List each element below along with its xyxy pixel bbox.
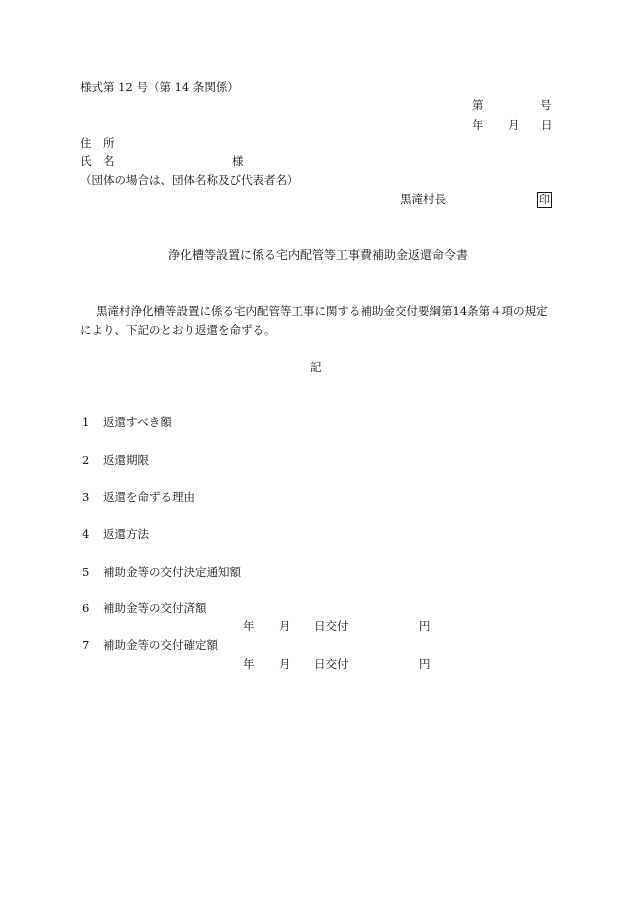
- item-label: 返還すべき額: [103, 415, 172, 429]
- number-suffix: 号: [540, 98, 552, 112]
- honorific: 様: [232, 154, 244, 168]
- date-day-issued: 日交付: [314, 657, 349, 671]
- body-line-2: により、下記のとおり返還を命ずる。: [80, 323, 276, 337]
- item-number: 6: [82, 601, 90, 615]
- ki-marker: 記: [310, 360, 322, 374]
- item-number: 1: [82, 415, 90, 429]
- item-label: 返還期限: [103, 453, 149, 467]
- form-label: 様式第 12 号（第 14 条関係）: [80, 80, 239, 94]
- date-year: 年: [243, 619, 255, 633]
- item-label: 補助金等の交付済額: [103, 601, 207, 615]
- header-day: 日: [541, 118, 553, 132]
- group-note: （団体の場合は、団体名称及び代表者名）: [80, 173, 299, 187]
- item-number: 7: [82, 638, 90, 652]
- seal-mark: 印: [539, 193, 550, 206]
- issuer-title: 黒滝村長: [400, 192, 446, 206]
- item-number: 2: [82, 453, 90, 467]
- item-number: 5: [82, 565, 90, 579]
- document-title: 浄化槽等設置に係る宅内配管等工事費補助金返還命令書: [168, 248, 469, 262]
- date-month: 月: [279, 619, 291, 633]
- item-label: 補助金等の交付決定通知額: [103, 565, 241, 579]
- number-prefix: 第: [472, 98, 484, 112]
- item-number: 4: [82, 527, 90, 541]
- item-number: 3: [82, 490, 90, 504]
- amount-yen: 円: [419, 619, 431, 633]
- item-label: 返還を命ずる理由: [103, 490, 195, 504]
- body-line-1: 黒滝村浄化槽等設置に係る宅内配管等工事に関する補助金交付要綱第14条第４項の規定: [96, 304, 548, 318]
- date-month: 月: [279, 657, 291, 671]
- item-label: 補助金等の交付確定額: [103, 638, 218, 652]
- amount-yen: 円: [419, 657, 431, 671]
- header-month: 月: [508, 118, 520, 132]
- header-year: 年: [472, 118, 484, 132]
- address-label: 住 所: [80, 136, 115, 150]
- name-label: 氏 名: [80, 154, 115, 168]
- date-day-issued: 日交付: [314, 619, 349, 633]
- item-label: 返還方法: [103, 527, 149, 541]
- date-year: 年: [243, 657, 255, 671]
